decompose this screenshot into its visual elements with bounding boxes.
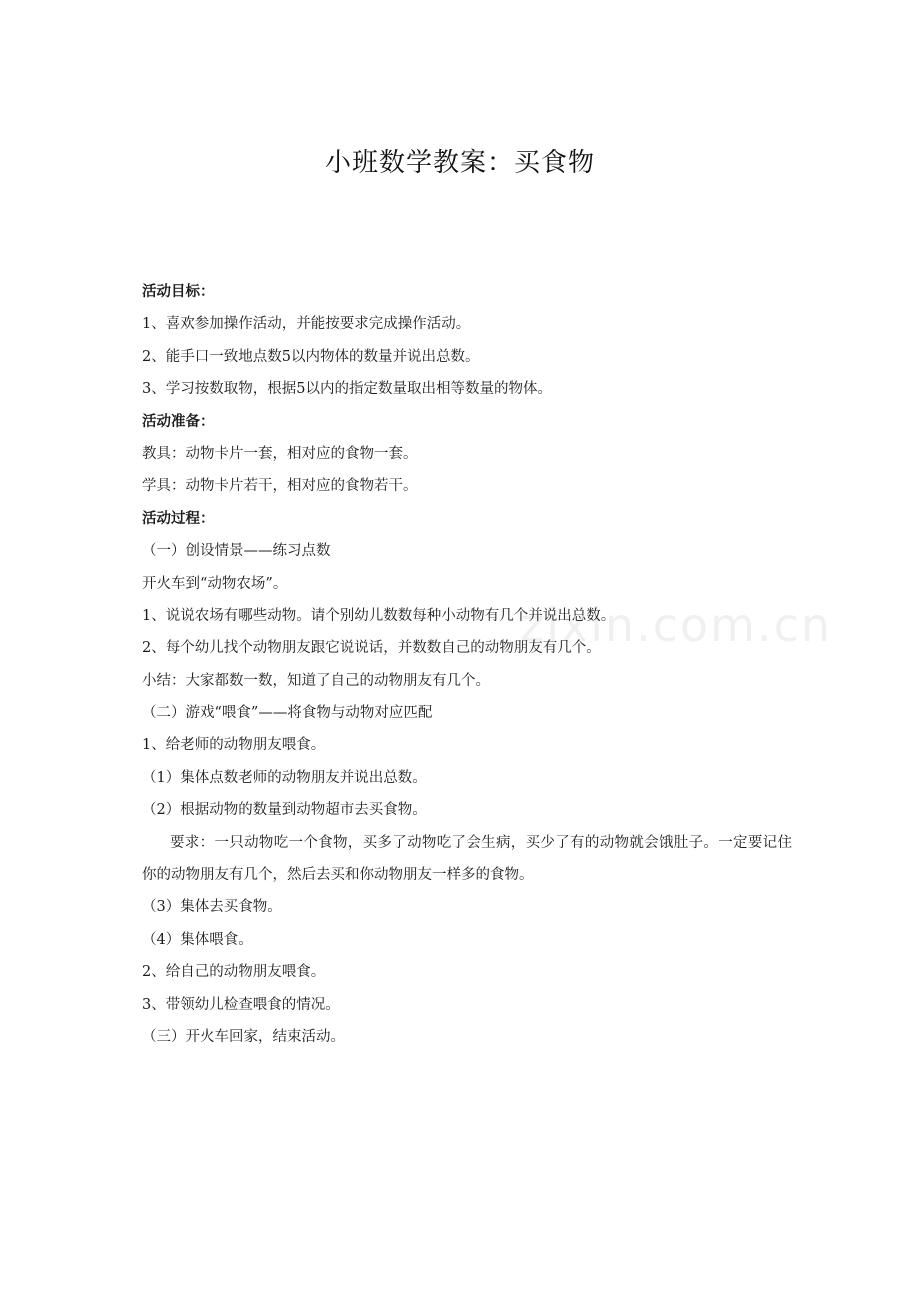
goal-item: 1、喜欢参加操作活动，并能按要求完成操作活动。 — [142, 316, 471, 333]
page-title: 小班数学教案：买食物 — [324, 148, 595, 178]
process-text: （1）集体点数老师的动物朋友并说出总数。 — [142, 769, 427, 786]
process-text: 2、每个幼儿找个动物朋友跟它说说话，并数数自己的动物朋友有几个。 — [142, 640, 601, 657]
document-body — [142, 276, 792, 1053]
process-text: 3、带领幼儿检查喂食的情况。 — [142, 996, 340, 1013]
preparation-item: 学具：动物卡片若干，相对应的食物若干。 — [142, 478, 418, 495]
process-text: 开火车到“动物农场”。 — [142, 575, 288, 592]
watermark: zixin.com.cn — [520, 598, 833, 652]
goal-item: 3、学习按数取物，根据5以内的指定数量取出相等数量的物体。 — [142, 381, 552, 398]
process-text: 1、给老师的动物朋友喂食。 — [142, 737, 326, 754]
section-heading-process: 活动过程： — [142, 510, 215, 527]
section-heading-preparation: 活动准备： — [142, 413, 215, 430]
process-text: 1、说说农场有哪些动物。请个别幼儿数数每种小动物有几个并说出总数。 — [142, 607, 616, 624]
process-text: （3）集体去买食物。 — [142, 899, 282, 916]
process-text: （2）根据动物的数量到动物超市去买食物。 — [142, 802, 427, 819]
process-step-heading: （三）开火车回家，结束活动。 — [142, 1029, 345, 1046]
process-step-heading: （二）游戏“喂食”——将食物与动物对应匹配 — [142, 705, 433, 722]
goal-item: 2、能手口一致地点数5以内物体的数量并说出总数。 — [142, 348, 480, 365]
process-step-heading: （一）创设情景——练习点数 — [142, 543, 331, 560]
section-heading-goals: 活动目标： — [142, 284, 215, 300]
process-text: 2、给自己的动物朋友喂食。 — [142, 964, 326, 981]
requirement-paragraph: 要求：一只动物吃一个食物，买多了动物吃了会生病，买少了有的动物就会饿肚子。一定要记住你的动物朋友有几个，然后去买和你动物朋友一样多的食物。 — [142, 834, 792, 884]
process-text: （4）集体喂食。 — [142, 931, 253, 948]
process-text: 小结：大家都数一数，知道了自己的动物朋友有几个。 — [142, 672, 490, 689]
preparation-item: 教具：动物卡片一套，相对应的食物一套。 — [142, 445, 418, 462]
